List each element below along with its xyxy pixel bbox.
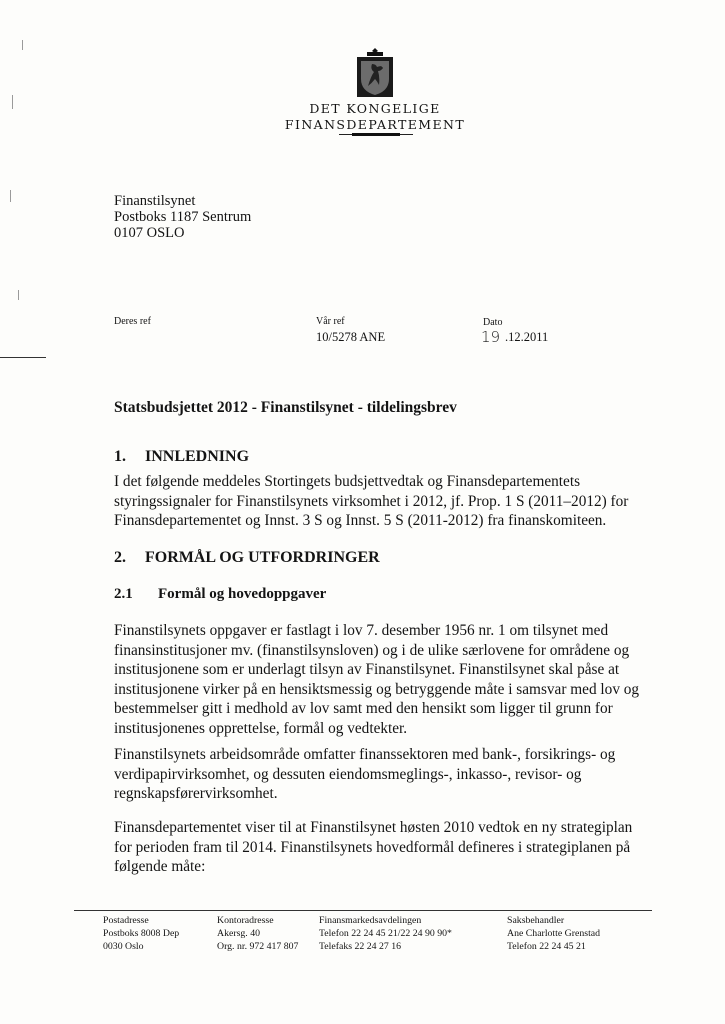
footer-avdeling-label: Finansmarkedsavdelingen <box>319 915 422 926</box>
paragraph-2: Finanstilsynets arbeidsområde omfatter finanssektoren med bank-, forsikrings- og verdipapirvirksomhet, og dessuten eiendomsmeglings-, inkasso-, revisor- og regnskapsførervirksomhet. <box>114 746 616 802</box>
footer-saksbehandler-line1: Ane Charlotte Grenstad <box>507 928 601 939</box>
scan-artifact <box>18 290 19 300</box>
section21-title: Formål og hovedoppgaver <box>158 586 327 602</box>
section1-number: 1. <box>114 448 126 465</box>
footer-avdeling <box>319 914 452 953</box>
footer-avdeling-line1: Telefon 22 24 45 21/22 24 90 90* <box>319 928 452 939</box>
section2-number: 2. <box>114 549 126 566</box>
footer-kontoradresse <box>217 914 298 953</box>
section2-title: FORMÅL OG UTFORDRINGER <box>145 549 380 566</box>
paragraph-3: Finansdepartementet viser til at Finanstilsynet høsten 2010 vedtok en ny strategiplan for perioden fram til 2014. Finanstilsynets hovedformål defineres i strategiplanen på følgende måte: <box>114 819 633 875</box>
footer-postadresse-line1: Postboks 8008 Dep <box>103 928 180 939</box>
scan-artifact <box>10 190 11 202</box>
recipient-postbox: Postboks 1187 Sentrum <box>114 209 252 225</box>
scan-artifact <box>12 95 13 109</box>
deres-ref-label: Deres ref <box>114 316 151 327</box>
footer-kontor-line2: Org. nr. 972 417 807 <box>217 941 299 952</box>
dato-day-handwritten: 19 <box>481 328 501 346</box>
scan-artifact <box>22 40 23 50</box>
ministry-name-line2: FINANSDEPARTEMENT <box>284 117 466 132</box>
footer-postadresse-line2: 0030 Oslo <box>103 941 144 952</box>
letterhead-rule-accent <box>352 133 400 136</box>
footer-saksbehandler-line2: Telefon 22 24 45 21 <box>507 941 586 952</box>
dato-value: .12.2011 <box>505 330 549 344</box>
footer-avdeling-line2: Telefaks 22 24 27 16 <box>319 941 402 952</box>
section1-text: I det følgende meddeles Stortingets budsjettvedtak og Finansdepartementets styringssignaler for Finanstilsynets virksomhet i 2012, jf. Prop. 1 S (2011–2012) for Finansdepartementet og Innst. 3 S og Innst. 5 S (2011-2012) fra finanskomiteen. <box>114 473 629 529</box>
recipient-postcode-city: 0107 OSLO <box>114 225 185 241</box>
paragraph-1: Finanstilsynets oppgaver er fastlagt i lov 7. desember 1956 nr. 1 om tilsynet med finansinstitusjoner mv. (finanstilsynsloven) og i de ulike særlovene for områdene og institusjonene som er underlagt tilsyn av Finanstilsynet. Finanstilsynet skal påse at institusjonene virker på en hensiktsmessig og betryggende måte i samsvar med lov og bestemmelser gitt i medhold av lov samt med den hensikt som ligger til grunn for institusjonenes opprettelse, formål og vedtekter. <box>114 622 640 737</box>
fold-mark <box>0 357 46 358</box>
section21-number: 2.1 <box>114 586 133 602</box>
footer-postadresse-label: Postadresse <box>103 915 149 926</box>
section1-title: INNLEDNING <box>145 448 250 465</box>
footer-kontor-label: Kontoradresse <box>217 915 274 926</box>
dato-label: Dato <box>483 317 503 328</box>
var-ref-label: Vår ref <box>316 316 345 327</box>
ministry-name-line1: DET KONGELIGE <box>309 101 441 116</box>
recipient-name: Finanstilsynet <box>114 193 196 209</box>
footer-postadresse <box>103 914 179 953</box>
footer-saksbehandler <box>507 914 600 953</box>
footer-kontor-line1: Akersg. 40 <box>217 928 260 939</box>
footer-saksbehandler-label: Saksbehandler <box>507 915 565 926</box>
letter-subject: Statsbudsjettet 2012 - Finanstilsynet - tildelingsbrev <box>114 399 457 416</box>
norwegian-lion-crest-icon <box>356 48 394 98</box>
var-ref-value: 10/5278 ANE <box>316 330 386 344</box>
footer-rule <box>74 910 652 911</box>
